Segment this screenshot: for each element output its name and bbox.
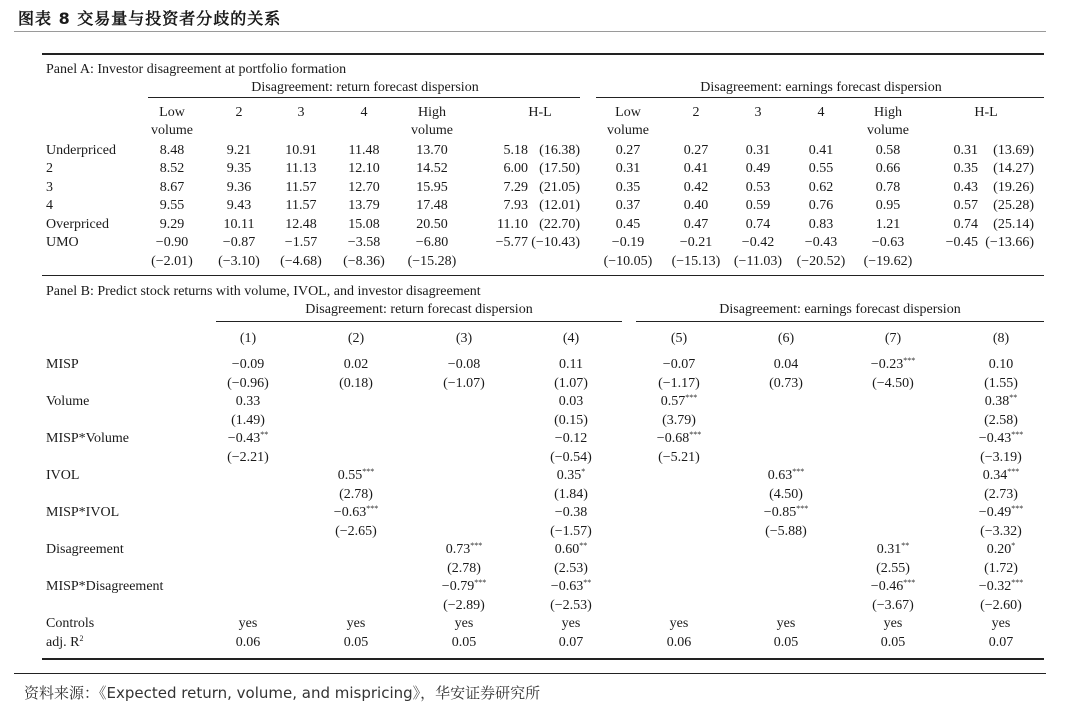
significance-stars: ***: [1011, 578, 1024, 587]
table-cell: 0.49: [745, 161, 771, 176]
significance-stars: **: [901, 541, 910, 550]
table-cell: 0.05: [343, 635, 369, 650]
significance-stars: ***: [362, 467, 375, 476]
significance-stars: ***: [903, 356, 916, 365]
table-cell: −0.08: [447, 357, 481, 372]
table-cell: (1.49): [231, 413, 265, 428]
table-cell: 0.31: [953, 143, 978, 158]
table-cell: (21.05): [539, 180, 580, 195]
table-cell: 0.40: [683, 198, 709, 213]
panel-b-group-left: Disagreement: return forecast dispersion: [305, 302, 533, 317]
table-cell: (2.78): [447, 561, 481, 576]
table-cell: −0.07: [662, 357, 696, 372]
table-cell: 0.53: [745, 180, 771, 195]
table-cell: −0.63: [871, 235, 905, 250]
table-cell: (0.18): [339, 376, 373, 391]
table-cell: (−8.36): [343, 254, 385, 269]
row-label: Disagreement: [46, 542, 124, 557]
table-cell: 0.20*: [986, 541, 1016, 557]
table-cell: 5.18: [503, 143, 528, 158]
row-label: 2: [46, 161, 53, 176]
table-cell: yes: [238, 616, 258, 631]
panel-a-group-left-rule: [148, 97, 580, 98]
table-cell: 9.21: [226, 143, 252, 158]
table-cell: 11.57: [285, 180, 317, 195]
table-cell: 0.07: [988, 635, 1014, 650]
panel-a-group-left: Disagreement: return forecast dispersion: [251, 80, 479, 95]
row-label: MISP*Disagreement: [46, 579, 164, 594]
table-cell: (−0.54): [550, 450, 592, 465]
significance-stars: ***: [796, 504, 809, 513]
row-label: Volume: [46, 394, 90, 409]
column-header: Low: [159, 105, 185, 120]
table-cell: 17.48: [416, 198, 448, 213]
table-cell: 11.13: [285, 161, 317, 176]
column-header: 3: [754, 105, 762, 120]
table-cell: −0.85***: [763, 504, 809, 520]
column-header: 2: [692, 105, 700, 120]
significance-stars: ***: [1007, 467, 1020, 476]
table-cell: 0.83: [808, 217, 834, 232]
table-cell: (−3.10): [218, 254, 260, 269]
significance-stars: ***: [470, 541, 483, 550]
table-cell: −0.90: [155, 235, 189, 250]
table-cell: (4.50): [769, 487, 803, 502]
table-cell: 8.67: [159, 180, 185, 195]
significance-stars: **: [260, 430, 269, 439]
table-cell: (−20.52): [796, 254, 846, 269]
row-label: MISP*Volume: [46, 431, 129, 446]
table-cell: 0.03: [558, 394, 584, 409]
column-header: (3): [455, 331, 473, 346]
table-cell: 10.91: [285, 143, 317, 158]
column-header: volume: [867, 123, 909, 138]
table-cell: yes: [991, 616, 1011, 631]
column-header: High: [874, 105, 902, 120]
column-header: H-L: [528, 105, 552, 120]
table-cell: 0.07: [558, 635, 584, 650]
table-cell: 0.05: [451, 635, 477, 650]
table-cell: −0.43***: [978, 430, 1024, 446]
table-cell: (−2.60): [980, 598, 1022, 613]
source-note: 资料来源：《Expected return, volume, and mispricing》，华安证券研究所: [24, 684, 541, 702]
table-cell: (−11.03): [733, 254, 783, 269]
significance-stars: *: [1011, 541, 1016, 550]
panel-a-group-right-rule: [596, 97, 1044, 98]
table-cell: yes: [346, 616, 366, 631]
table-cell: (1.84): [554, 487, 588, 502]
table-cell: 7.29: [503, 180, 528, 195]
significance-stars: ***: [1011, 430, 1024, 439]
table-cell: −0.12: [554, 431, 588, 446]
table-cell: (−10.05): [603, 254, 653, 269]
table-cell: −0.63***: [333, 504, 379, 520]
table-cell: (25.28): [993, 198, 1034, 213]
table-cell: 0.06: [235, 635, 261, 650]
table-cell: yes: [776, 616, 796, 631]
column-header: 2: [235, 105, 243, 120]
table-cell: 0.35*: [556, 467, 586, 483]
table-cell: 6.00: [503, 161, 528, 176]
significance-stars: ***: [366, 504, 379, 513]
table-cell: (−19.62): [863, 254, 913, 269]
table-cell: 0.38**: [984, 393, 1018, 409]
table-cell: 0.31: [745, 143, 771, 158]
table-cell: (−4.68): [280, 254, 322, 269]
table-cell: −0.45: [945, 235, 978, 250]
significance-stars: ***: [474, 578, 487, 587]
table-cell: 13.70: [416, 143, 448, 158]
column-header: (8): [992, 331, 1010, 346]
table-cell: −0.68***: [656, 430, 702, 446]
column-header: volume: [607, 123, 649, 138]
table-cell: (−3.32): [980, 524, 1022, 539]
table-cell: 10.11: [223, 217, 255, 232]
table-cell: 0.57: [953, 198, 978, 213]
row-label: 4: [46, 198, 53, 213]
table-top-rule: [42, 53, 1044, 55]
table-cell: 12.48: [285, 217, 317, 232]
table-cell: 8.48: [159, 143, 185, 158]
table-cell: −0.43**: [227, 430, 269, 446]
column-header: volume: [151, 123, 193, 138]
table-cell: 11.10: [497, 217, 528, 232]
table-cell: (−3.19): [980, 450, 1022, 465]
table-cell: 14.52: [416, 161, 448, 176]
table-cell: (−2.01): [151, 254, 193, 269]
column-header: 3: [297, 105, 305, 120]
table-cell: 0.27: [615, 143, 641, 158]
table-cell: 8.52: [159, 161, 185, 176]
table-cell: yes: [561, 616, 581, 631]
table-cell: (0.73): [769, 376, 803, 391]
column-header: 4: [360, 105, 368, 120]
table-cell: (−2.89): [443, 598, 485, 613]
table-cell: 11.57: [285, 198, 317, 213]
row-label: MISP: [46, 357, 79, 372]
table-cell: 9.35: [226, 161, 252, 176]
significance-stars: **: [579, 541, 588, 550]
table-cell: 0.35: [953, 161, 978, 176]
table-cell: 0.33: [235, 394, 261, 409]
table-cell: −1.57: [284, 235, 318, 250]
table-cell: 0.10: [988, 357, 1014, 372]
table-cell: 0.55: [808, 161, 834, 176]
significance-stars: ***: [689, 430, 702, 439]
table-cell: 1.21: [875, 217, 901, 232]
table-cell: 0.76: [808, 198, 834, 213]
table-cell: 0.45: [615, 217, 641, 232]
table-cell: 0.43: [953, 180, 978, 195]
table-cell: 0.05: [880, 635, 906, 650]
table-cell: (2.53): [554, 561, 588, 576]
panel-b-group-left-rule: [216, 321, 622, 322]
table-cell: −0.79***: [441, 578, 487, 594]
table-cell: 0.63***: [767, 467, 805, 483]
table-cell: (−15.13): [671, 254, 721, 269]
table-cell: 0.41: [808, 143, 834, 158]
column-header: 4: [817, 105, 825, 120]
table-cell: (14.27): [993, 161, 1034, 176]
table-cell: −0.87: [222, 235, 256, 250]
table-cell: 15.95: [416, 180, 448, 195]
table-cell: 0.06: [666, 635, 692, 650]
table-cell: 7.93: [503, 198, 528, 213]
table-cell: (−10.43): [531, 235, 580, 250]
significance-stars: *: [581, 467, 586, 476]
row-label: Controls: [46, 616, 95, 631]
table-bottom-rule: [42, 658, 1044, 660]
table-cell: (2.73): [984, 487, 1018, 502]
table-cell: −0.23***: [870, 356, 916, 372]
significance-stars: **: [1009, 393, 1018, 402]
panel-b-title: Panel B: Predict stock returns with volume, IVOL, and investor disagreement: [46, 284, 481, 299]
row-label: MISP*IVOL: [46, 505, 120, 520]
column-header: H-L: [974, 105, 998, 120]
table-cell: 0.73***: [445, 541, 483, 557]
table-cell: −0.42: [741, 235, 775, 250]
table-cell: (−1.17): [658, 376, 700, 391]
table-cell: 0.37: [615, 198, 641, 213]
table-cell: 0.78: [875, 180, 901, 195]
table-cell: (1.07): [554, 376, 588, 391]
row-label: 3: [46, 180, 53, 195]
panel-b-group-right: Disagreement: earnings forecast dispersion: [719, 302, 961, 317]
table-cell: 9.55: [159, 198, 185, 213]
table-cell: 0.05: [773, 635, 799, 650]
table-cell: 11.48: [348, 143, 380, 158]
table-cell: 9.29: [159, 217, 185, 232]
table-cell: 20.50: [416, 217, 448, 232]
column-header: volume: [411, 123, 453, 138]
column-header: (1): [239, 331, 257, 346]
column-header: (2): [347, 331, 365, 346]
table-cell: (−5.21): [658, 450, 700, 465]
panel-b-group-right-rule: [636, 321, 1044, 322]
table-cell: 0.58: [875, 143, 901, 158]
significance-stars: ***: [1011, 504, 1024, 513]
figure-title: 图表 8 交易量与投资者分歧的关系: [18, 9, 282, 28]
table-cell: 0.60**: [554, 541, 588, 557]
table-cell: −0.21: [679, 235, 713, 250]
table-cell: (16.38): [539, 143, 580, 158]
table-cell: 0.74: [953, 217, 978, 232]
table-cell: yes: [669, 616, 689, 631]
column-header: (5): [670, 331, 688, 346]
table-cell: (3.79): [662, 413, 696, 428]
significance-stars: **: [583, 578, 592, 587]
table-cell: (−4.50): [872, 376, 914, 391]
table-cell: (−2.65): [335, 524, 377, 539]
table-cell: 12.70: [348, 180, 380, 195]
table-cell: 0.55***: [337, 467, 375, 483]
table-cell: (−5.88): [765, 524, 807, 539]
table-cell: 0.47: [683, 217, 709, 232]
title-divider: [14, 31, 1046, 32]
table-cell: 0.95: [875, 198, 901, 213]
table-cell: (22.70): [539, 217, 580, 232]
significance-stars: ***: [792, 467, 805, 476]
table-cell: (−15.28): [407, 254, 457, 269]
table-cell: 0.57***: [660, 393, 698, 409]
table-cell: (12.01): [539, 198, 580, 213]
row-label: IVOL: [46, 468, 80, 483]
table-cell: (0.15): [554, 413, 588, 428]
source-divider: [14, 673, 1046, 674]
table-cell: (−1.07): [443, 376, 485, 391]
table-cell: (2.55): [876, 561, 910, 576]
row-label: Underpriced: [46, 143, 116, 158]
table-cell: 0.31**: [876, 541, 910, 557]
table-cell: (−13.66): [985, 235, 1034, 250]
table-cell: (−2.21): [227, 450, 269, 465]
table-cell: −6.80: [415, 235, 449, 250]
panel-divider: [42, 275, 1044, 276]
table-cell: (17.50): [539, 161, 580, 176]
column-header: (6): [777, 331, 795, 346]
significance-stars: ***: [685, 393, 698, 402]
table-cell: −0.43: [804, 235, 838, 250]
column-header: Low: [615, 105, 641, 120]
table-cell: (2.78): [339, 487, 373, 502]
table-cell: (1.55): [984, 376, 1018, 391]
column-header: (7): [884, 331, 902, 346]
table-cell: −0.19: [611, 235, 645, 250]
table-cell: 0.42: [683, 180, 709, 195]
table-cell: 12.10: [348, 161, 380, 176]
table-cell: (2.58): [984, 413, 1018, 428]
table-cell: (13.69): [993, 143, 1034, 158]
panel-a-group-right: Disagreement: earnings forecast dispersion: [700, 80, 942, 95]
table-cell: (1.72): [984, 561, 1018, 576]
table-cell: 0.74: [745, 217, 771, 232]
table-cell: 0.27: [683, 143, 709, 158]
table-cell: 15.08: [348, 217, 380, 232]
table-cell: 13.79: [348, 198, 380, 213]
table-cell: 0.66: [875, 161, 901, 176]
table-cell: (−0.96): [227, 376, 269, 391]
table-cell: 0.34***: [982, 467, 1020, 483]
row-label: Overpriced: [46, 217, 109, 232]
table-cell: 0.11: [559, 357, 583, 372]
row-label: adj. $R^2$: [46, 634, 84, 650]
table-cell: 0.04: [773, 357, 799, 372]
table-cell: (19.26): [993, 180, 1034, 195]
table-cell: −0.46***: [870, 578, 916, 594]
table-cell: 0.31: [615, 161, 641, 176]
superscript: 2: [79, 634, 84, 643]
row-label: UMO: [46, 235, 79, 250]
table-cell: yes: [883, 616, 903, 631]
table-cell: 0.35: [615, 180, 641, 195]
table-cell: −0.32***: [978, 578, 1024, 594]
table-cell: −0.63**: [550, 578, 592, 594]
table-cell: (25.14): [993, 217, 1034, 232]
table-cell: (−1.57): [550, 524, 592, 539]
table-cell: −0.49***: [978, 504, 1024, 520]
table-cell: 9.36: [226, 180, 252, 195]
column-header: (4): [562, 331, 580, 346]
significance-stars: ***: [903, 578, 916, 587]
column-header: High: [418, 105, 446, 120]
table-cell: 0.02: [343, 357, 369, 372]
table-cell: −3.58: [347, 235, 381, 250]
table-cell: 9.43: [226, 198, 252, 213]
table-cell: 0.59: [745, 198, 771, 213]
table-cell: (−2.53): [550, 598, 592, 613]
panel-a-title: Panel A: Investor disagreement at portfolio formation: [46, 62, 347, 77]
table-cell: yes: [454, 616, 474, 631]
table-cell: 0.41: [683, 161, 709, 176]
table-cell: −5.77: [495, 235, 528, 250]
table-cell: −0.38: [554, 505, 588, 520]
table-cell: −0.09: [231, 357, 265, 372]
table-cell: 0.62: [808, 180, 834, 195]
table-cell: (−3.67): [872, 598, 914, 613]
